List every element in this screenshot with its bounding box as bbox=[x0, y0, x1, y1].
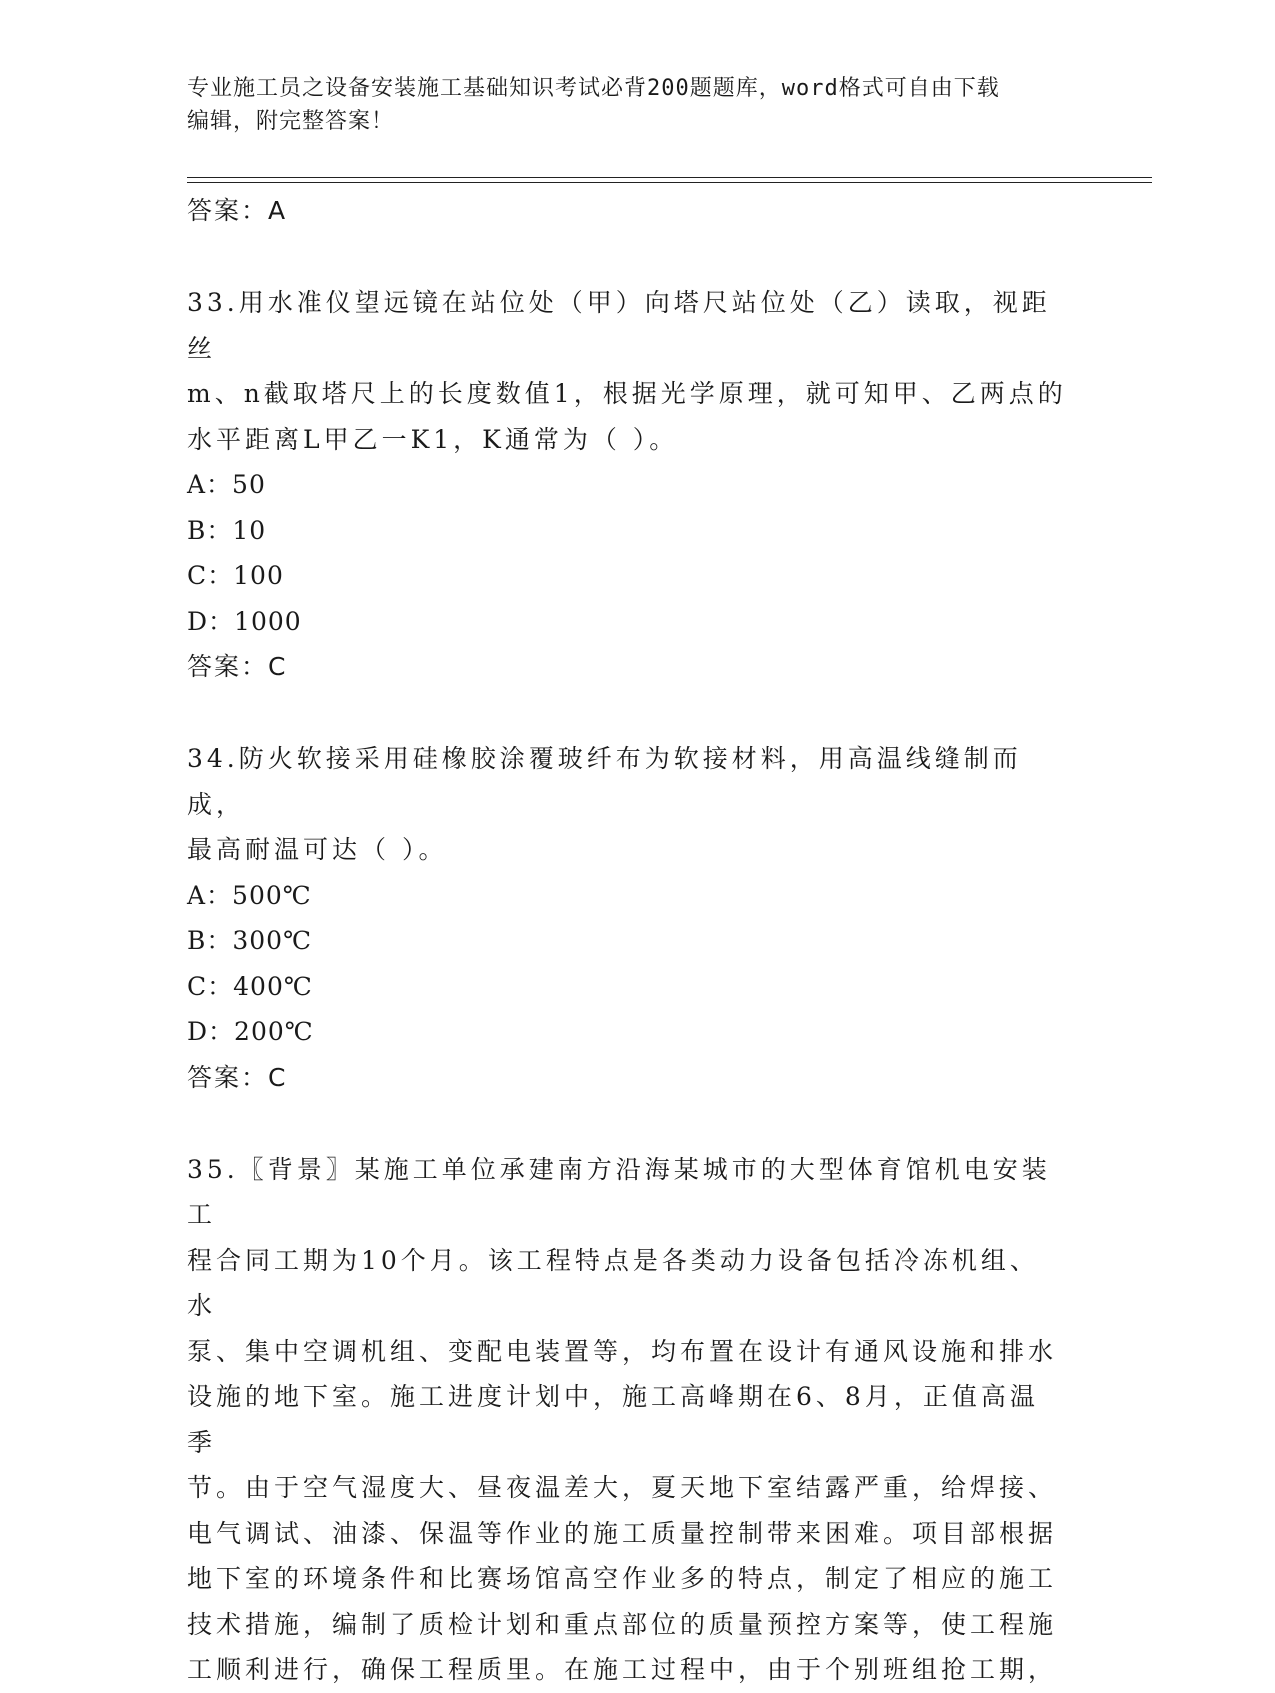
question-33 bbox=[187, 280, 1067, 690]
option-d: D：200℃ bbox=[187, 1017, 314, 1046]
spacer bbox=[187, 690, 1067, 736]
question-answer: 答案：C bbox=[187, 652, 288, 681]
question-text-line: 34.防火软接采用硅橡胶涂覆玻纤布为软接材料，用高温线缝制而成， bbox=[187, 744, 1022, 819]
question-text-line: 程合同工期为10个月。该工程特点是各类动力设备包括冷冻机组、水 bbox=[187, 1245, 1039, 1320]
document-body bbox=[187, 188, 1067, 1693]
question-text-line: 35.〖背景〗某施工单位承建南方沿海某城市的大型体育馆机电安装工 bbox=[187, 1154, 1051, 1229]
option-c: C：100 bbox=[187, 561, 284, 590]
question-text-line: 电气调试、油漆、保温等作业的施工质量控制带来困难。项目部根据 bbox=[187, 1518, 1058, 1548]
question-answer: 答案：C bbox=[187, 1062, 288, 1092]
option-a: A：50 bbox=[187, 470, 266, 499]
question-text-line: 工顺利进行，确保工程质里。在施工过程中，由于个别班组抢工期， bbox=[187, 1655, 1058, 1684]
question-text-line: 设施的地下室。施工进度计划中，施工高峰期在6、8月，正值高温季 bbox=[187, 1382, 1039, 1457]
header-title-line-2: 编辑，附完整答案！ bbox=[187, 109, 395, 134]
previous-answer: 答案：A bbox=[187, 196, 288, 225]
option-b: B：10 bbox=[187, 515, 267, 545]
option-b: B：300℃ bbox=[187, 926, 313, 955]
header-rule-top bbox=[187, 177, 1152, 178]
page-header bbox=[187, 72, 1067, 138]
question-35 bbox=[187, 1147, 1067, 1693]
header-rule-bottom bbox=[187, 182, 1152, 183]
question-text-line: 节。由于空气湿度大、昼夜温差大，夏天地下室结露严重，给焊接、 bbox=[187, 1473, 1058, 1502]
option-a: A：500℃ bbox=[187, 880, 312, 910]
question-text-line: 地下室的环境条件和比赛场馆高空作业多的特点，制定了相应的施工 bbox=[187, 1564, 1058, 1593]
question-text-line: 技术措施，编制了质检计划和重点部位的质量预控方案等，使工程施 bbox=[187, 1609, 1058, 1639]
option-d: D：1000 bbox=[187, 606, 302, 636]
header-title-line-1: 专业施工员之设备安装施工基础知识考试必背200题题库，word格式可自由下载 bbox=[187, 76, 1000, 101]
spacer bbox=[187, 234, 1067, 280]
question-text-line: 水平距离L甲乙一K1，K通常为（ ）。 bbox=[187, 424, 679, 454]
question-text-line: 最高耐温可达（ ）。 bbox=[187, 835, 448, 864]
question-34 bbox=[187, 736, 1067, 1101]
question-text-line: 泵、集中空调机组、变配电装置等，均布置在设计有通风设施和排水 bbox=[187, 1336, 1058, 1366]
question-text-line: 33.用水准仪望远镜在站位处（甲）向塔尺站位处（乙）读取，视距丝 bbox=[187, 288, 1051, 363]
spacer bbox=[187, 1101, 1067, 1147]
question-text-line: m、n截取塔尺上的长度数值1，根据光学原理，就可知甲、乙两点的 bbox=[187, 379, 1067, 408]
option-c: C：400℃ bbox=[187, 971, 313, 1001]
